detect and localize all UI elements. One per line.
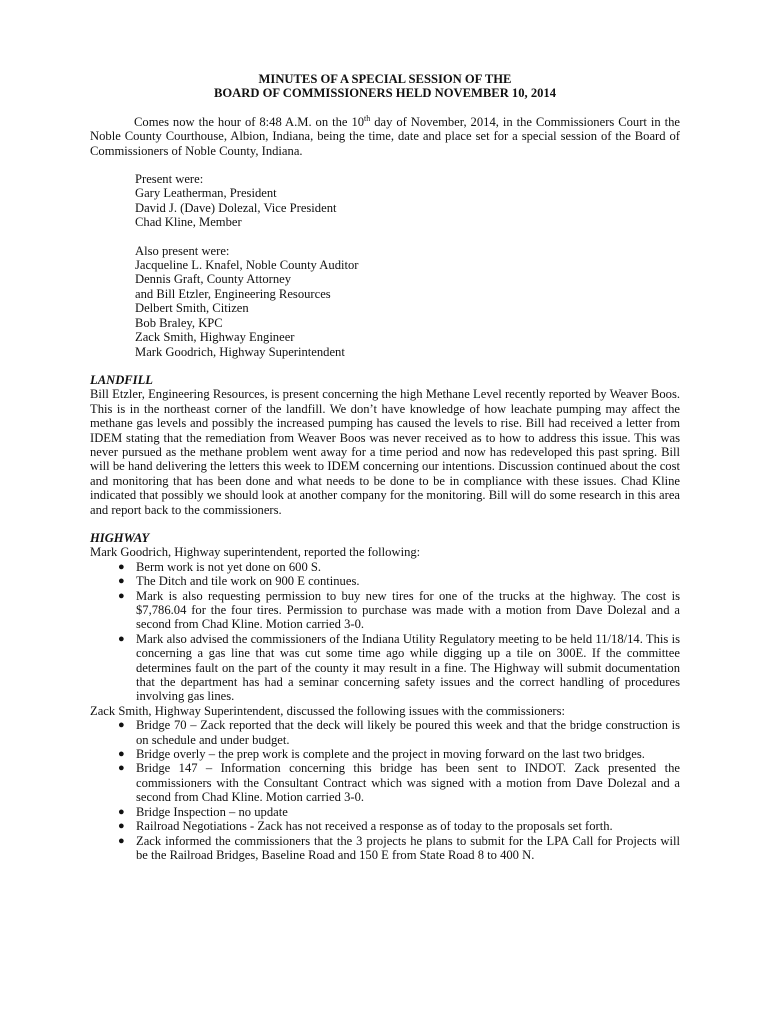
list-item: ● Bridge 70 – Zack reported that the deck will likely be poured this week and that the bridge construction is on schedule and under budget. xyxy=(118,718,680,747)
list-item: ● Mark also advised the commissioners of the Indiana Utility Regulatory meeting to be held 11/18/14. This is concerning a gas line that was cut some time ago while digging up a tile on 300E. If the committee determines fault on the part of the county it may result in a fine. The Highway will submit documentation that the department has had a seminar concerning safety issues and the correct handling of procedures involving gas lines. xyxy=(118,631,680,704)
bullet-icon: ● xyxy=(118,719,125,732)
minutes-document xyxy=(90,72,680,862)
list-item: ● Bridge Inspection – no update xyxy=(118,804,288,819)
also-present-person: Dennis Graft, County Attorney xyxy=(135,272,292,287)
list-item: ● Bridge overly – the prep work is complete and the project in moving forward on the last two bridges. xyxy=(118,747,645,762)
title-line-2: BOARD OF COMMISSIONERS HELD NOVEMBER 10, 2014 xyxy=(213,86,557,101)
list-item: ● Railroad Negotiations - Zack has not received a response as of today to the proposals set forth. xyxy=(118,819,613,834)
intro-text-b: day of November, 2014, in the Commissioners Court in the Noble County Courthouse, Albion, Indiana, being the time, date and place set for a special session of the Board of Commissioners of Noble County, Indiana. xyxy=(90,114,680,158)
list-item: ● Berm work is not yet done on 600 S. xyxy=(118,559,322,574)
bullet-icon: ● xyxy=(118,805,125,818)
also-present-person: Bob Braley, KPC xyxy=(135,315,223,330)
zack-intro: Zack Smith, Highway Superintendent, discussed the following issues with the commissioners: xyxy=(90,703,566,718)
intro-superscript: th xyxy=(364,113,371,123)
bullet-icon: ● xyxy=(118,575,125,588)
present-member: David J. (Dave) Dolezal, Vice President xyxy=(135,200,337,215)
also-present-person: Delbert Smith, Citizen xyxy=(135,301,249,316)
list-item: ● Bridge 147 – Information concerning this bridge has been sent to INDOT. Zack presented the commissioners with the Consultant Contract which was signed with a motion from Dave Dolezal and a second from Chad Kline. Motion carried 3-0. xyxy=(118,761,680,805)
landfill-paragraph: Bill Etzler, Engineering Resources, is present concerning the high Methane Level recently reported by Weaver Boos. This is in the northeast corner of the landfill. We don’t have knowledge of how leachate pumping may affect the methane gas levels and possibly the increased pumping has caused the levels to rise. Bill had received a letter from IDEM stating that the remediation from Weaver Boos was never received as to how to address this issue. This was never pursued as the methane problem went away for a time period and now has redeveloped this past spring. Bill will be hand delivering the letters this week to IDEM concerning our intentions. Discussion continued about the cost and monitoring that has been done and what needs to be done to be in compliance with these issues. Chad Kline indicated that possibly we should look at another company for the monitoring. Bill will do some research in this area and report back to the commissioners. xyxy=(90,387,680,517)
bullet-icon: ● xyxy=(118,748,125,761)
present-header: Present were: xyxy=(135,172,204,187)
also-present-person: Zack Smith, Highway Engineer xyxy=(135,330,295,345)
intro-text-a: Comes now the hour of 8:48 A.M. on the 10 xyxy=(134,114,365,129)
present-member: Gary Leatherman, President xyxy=(135,186,277,201)
bullet-icon: ● xyxy=(118,560,125,573)
list-item: ● Mark is also requesting permission to buy new tires for one of the trucks at the highway. The cost is $7,786.04 for the four tires. Permission to purchase was made with a motion from Dave Dolezal and a second from Chad Kline. Motion carried 3-0. xyxy=(118,588,680,632)
highway-heading: HIGHWAY xyxy=(90,530,150,545)
list-item: ● Zack informed the commissioners that the 3 projects he plans to submit for the LPA Call for Projects will be the Railroad Bridges, Baseline Road and 150 E from State Road 8 to 400 N. xyxy=(118,833,680,862)
also-present-person: Jacqueline L. Knafel, Noble County Auditor xyxy=(135,258,359,273)
bullet-icon: ● xyxy=(118,820,125,833)
bullet-icon: ● xyxy=(118,632,125,645)
also-present-person: Mark Goodrich, Highway Superintendent xyxy=(135,344,345,359)
bullet-icon: ● xyxy=(118,834,125,847)
list-item: ● The Ditch and tile work on 900 E continues. xyxy=(118,574,360,589)
title-line-1: MINUTES OF A SPECIAL SESSION OF THE xyxy=(258,72,512,86)
zack-items-list xyxy=(90,718,680,862)
bullet-icon: ● xyxy=(118,589,125,602)
highway-intro: Mark Goodrich, Highway superintendent, reported the following: xyxy=(90,545,421,560)
also-present-person: and Bill Etzler, Engineering Resources xyxy=(135,286,331,301)
document-title xyxy=(90,72,680,101)
also-present-header: Also present were: xyxy=(135,243,230,258)
also-present-list xyxy=(135,244,680,359)
highway-items-list xyxy=(90,560,680,704)
present-member: Chad Kline, Member xyxy=(135,215,242,230)
intro-paragraph xyxy=(90,115,680,158)
present-list xyxy=(135,172,680,230)
bullet-icon: ● xyxy=(118,762,125,775)
landfill-heading: LANDFILL xyxy=(90,372,153,387)
